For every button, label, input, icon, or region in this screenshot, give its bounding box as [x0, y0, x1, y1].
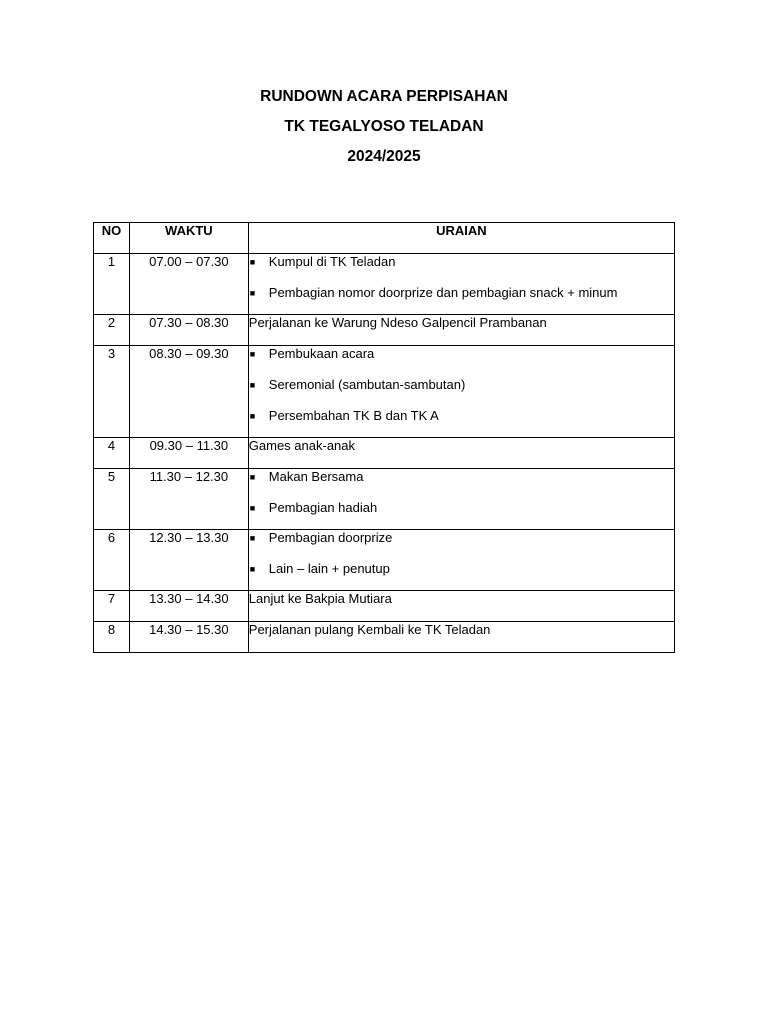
rundown-table-body: [94, 254, 675, 653]
time-range-cell: 07.00 – 07.30: [129, 254, 248, 315]
description-cell: [248, 315, 674, 346]
square-bullet-icon: ■: [249, 349, 256, 359]
title-line-2: TK TEGALYOSO TELADAN: [284, 118, 484, 135]
list-item: [249, 254, 674, 285]
title-line-1: RUNDOWN ACARA PERPISAHAN: [260, 88, 508, 105]
table-row: [94, 530, 675, 591]
list-item: [249, 469, 674, 500]
description-text: Perjalanan ke Warung Ndeso Galpencil Prambanan: [248, 315, 547, 330]
activity-list: [249, 530, 674, 590]
time-range-cell: 07.30 – 08.30: [129, 315, 248, 346]
table-row: [94, 591, 675, 622]
description-cell: [248, 622, 674, 653]
table-row: [94, 346, 675, 438]
list-item-text: Lain – lain + penutup: [268, 561, 390, 576]
row-number-cell: 4: [94, 438, 130, 469]
table-header-row: [94, 223, 675, 254]
square-bullet-icon: ■: [249, 288, 256, 298]
list-item-text: Kumpul di TK Teladan: [268, 254, 396, 269]
description-cell: [248, 530, 674, 591]
title-line-3: 2024/2025: [347, 148, 421, 165]
time-range-cell: 14.30 – 15.30: [129, 622, 248, 653]
row-number-cell: 8: [94, 622, 130, 653]
activity-list: [249, 346, 674, 437]
list-item: [249, 408, 674, 437]
list-item: [249, 530, 674, 561]
list-item-text: Pembagian hadiah: [268, 500, 378, 515]
list-item: [249, 377, 674, 408]
list-item-text: Pembagian nomor doorprize dan pembagian snack + minum: [268, 285, 618, 300]
list-item: [249, 500, 674, 529]
table-row: [94, 254, 675, 315]
time-range-cell: 09.30 – 11.30: [129, 438, 248, 469]
description-text: Games anak-anak: [248, 438, 356, 453]
square-bullet-icon: ■: [249, 380, 256, 390]
list-item-text: Persembahan TK B dan TK A: [268, 408, 439, 423]
description-cell: [248, 438, 674, 469]
square-bullet-icon: ■: [249, 411, 256, 421]
time-range-cell: 08.30 – 09.30: [129, 346, 248, 438]
column-header-uraian: URAIAN: [248, 223, 674, 254]
table-row: [94, 315, 675, 346]
list-item: [249, 561, 674, 590]
table-row: [94, 622, 675, 653]
rundown-table: [93, 222, 675, 653]
list-item-text: Pembagian doorprize: [268, 530, 393, 545]
list-item-text: Pembukaan acara: [268, 346, 375, 361]
square-bullet-icon: ■: [249, 472, 256, 482]
document-title: [0, 86, 768, 176]
list-item-text: Makan Bersama: [268, 469, 364, 484]
row-number-cell: 3: [94, 346, 130, 438]
activity-list: [249, 254, 674, 314]
description-cell: [248, 254, 674, 315]
time-range-cell: 13.30 – 14.30: [129, 591, 248, 622]
row-number-cell: 1: [94, 254, 130, 315]
description-cell: [248, 469, 674, 530]
description-cell: [248, 591, 674, 622]
square-bullet-icon: ■: [249, 257, 256, 267]
list-item: [249, 285, 674, 314]
list-item: [249, 346, 674, 377]
column-header-no: NO: [94, 223, 130, 254]
square-bullet-icon: ■: [249, 503, 256, 513]
activity-list: [249, 469, 674, 529]
row-number-cell: 2: [94, 315, 130, 346]
row-number-cell: 5: [94, 469, 130, 530]
description-text: Perjalanan pulang Kembali ke TK Teladan: [248, 622, 491, 637]
time-range-cell: 12.30 – 13.30: [129, 530, 248, 591]
row-number-cell: 7: [94, 591, 130, 622]
row-number-cell: 6: [94, 530, 130, 591]
time-range-cell: 11.30 – 12.30: [129, 469, 248, 530]
description-text: Lanjut ke Bakpia Mutiara: [248, 591, 392, 606]
square-bullet-icon: ■: [249, 564, 256, 574]
description-cell: [248, 346, 674, 438]
table-row: [94, 469, 675, 530]
square-bullet-icon: ■: [249, 533, 256, 543]
list-item-text: Seremonial (sambutan-sambutan): [268, 377, 466, 392]
column-header-waktu: WAKTU: [129, 223, 248, 254]
table-row: [94, 438, 675, 469]
